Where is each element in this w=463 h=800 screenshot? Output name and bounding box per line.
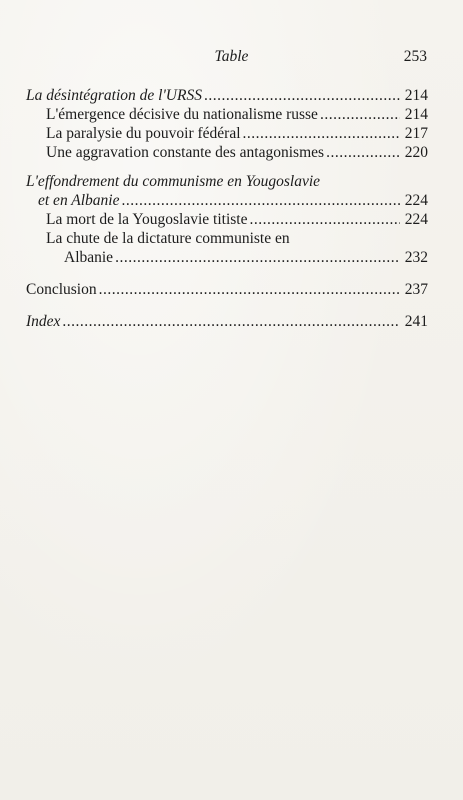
toc-entry-page: 224 [404,192,428,209]
toc-entry-page: 220 [404,144,428,161]
dot-leader [204,86,400,105]
toc-subentry-nationalisme-russe [26,105,428,124]
toc-entry-effondrement-line1 [26,172,398,191]
toc-subentry-pouvoir-federal [26,124,428,143]
toc-entry-label: Albanie [64,249,114,266]
toc-entry-page: 241 [404,313,428,330]
running-header-title: Table [214,48,249,65]
page-number: 253 [403,48,427,65]
table-of-contents [26,86,428,331]
toc-entry-page: 214 [404,106,428,123]
toc-entry-label: La chute de la dictature communiste en [46,230,290,247]
toc-entry-label: et en Albanie [38,192,120,209]
toc-entry-page: 237 [404,281,428,298]
toc-entry-page: 224 [404,211,428,228]
toc-entry-label: Conclusion [26,281,97,298]
toc-entry-label: La paralysie du pouvoir fédéral [46,125,241,142]
toc-entry-label: Une aggravation constante des antagonismes [46,144,325,161]
toc-subentry-antagonismes [26,143,428,162]
dot-leader [115,248,400,267]
spacer [26,267,428,280]
dot-leader [249,210,400,229]
dot-leader [243,124,400,143]
toc-entry-page: 214 [404,87,428,104]
toc-entry-desintegration-urss [26,86,428,105]
spacer [26,162,428,172]
toc-entry-conclusion [26,280,428,299]
toc-entry-index [26,312,428,331]
spacer [26,299,428,312]
toc-subentry-chute-dictature-line1 [26,229,428,248]
toc-entry-label: L'émergence décisive du nationalisme russe [46,106,318,123]
dot-leader [62,312,400,331]
toc-subentry-chute-dictature-line2 [26,248,428,267]
dot-leader [99,280,400,299]
dot-leader [326,143,400,162]
dot-leader [122,191,401,210]
toc-entry-label: La mort de la Yougoslavie titiste [46,211,248,228]
toc-entry-effondrement-line2 [26,191,428,210]
toc-entry-label: L'effondrement du communisme en Yougoslavie [26,173,321,190]
toc-entry-page: 217 [404,125,428,142]
toc-entry-label: Index [26,313,61,330]
toc-entry-page: 232 [404,249,428,266]
dot-leader [320,105,400,124]
toc-subentry-yougoslavie-titiste [26,210,428,229]
toc-entry-label: La désintégration de l'URSS [26,87,202,104]
